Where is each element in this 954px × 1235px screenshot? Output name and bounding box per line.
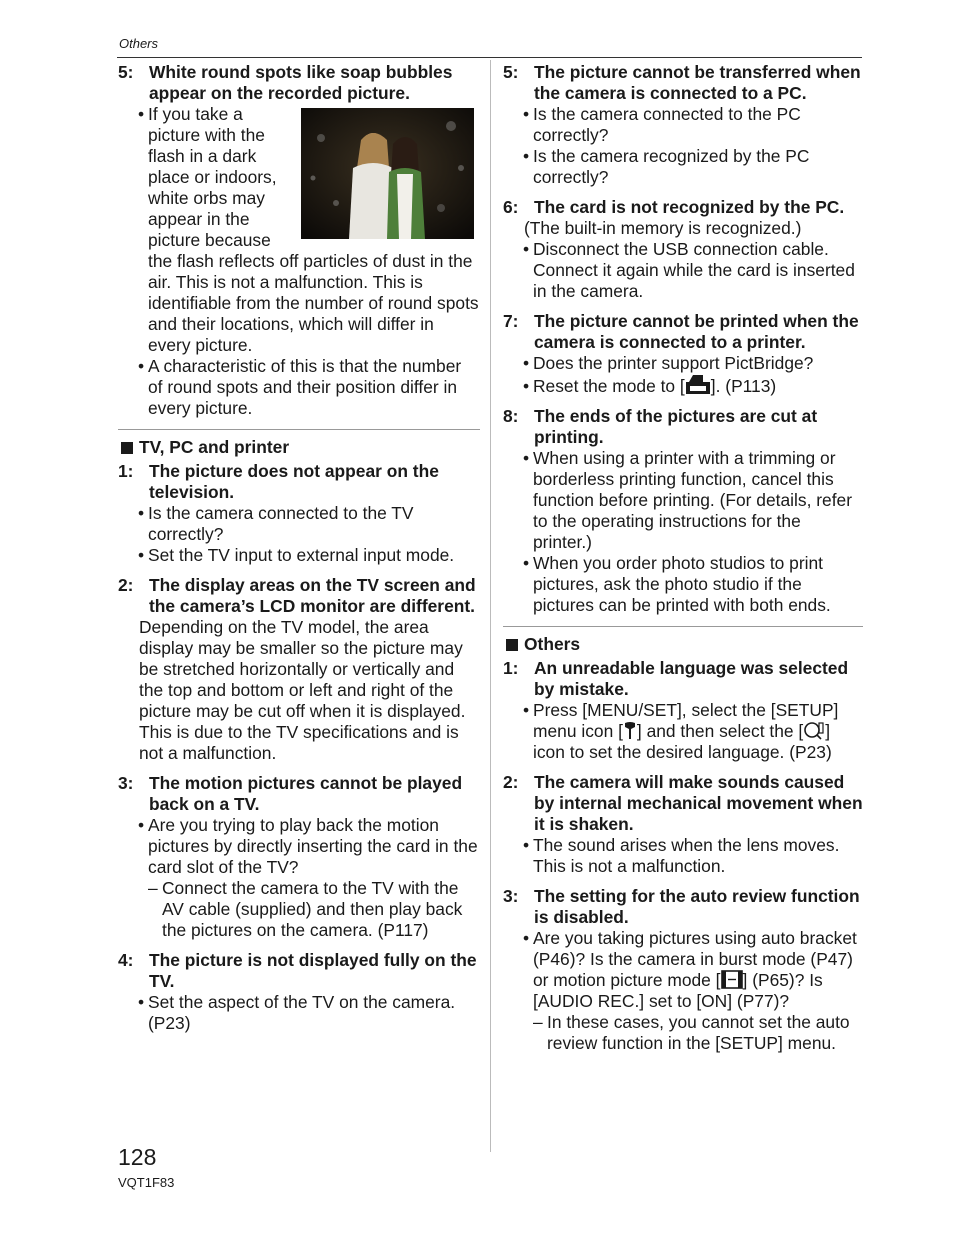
trouble-item-pc-transfer xyxy=(503,62,863,188)
trouble-item-auto-review xyxy=(503,886,863,1054)
bullet: • The sound arises when the lens moves. This is not a malfunction. xyxy=(513,835,863,877)
bullet: • Are you trying to play back the motion pictures by directly inserting the card in the card slot of the TV? xyxy=(128,815,480,878)
trouble-item-sounds xyxy=(503,772,863,877)
bullet-orbs: • If you take a picture with the flash in a dark place or indoors, white orbs may appear in the picture because the flash reflects off particles of dust in the air. This is not a malfunction. This is identifiable from the number of round spots and their locations, which will differ in every picture. xyxy=(128,104,480,356)
text: Are you taking pictures using auto bracket (P46)? Is the camera in burst mode (P47) or motion picture mode [ xyxy=(533,928,857,990)
right-column xyxy=(503,62,863,1063)
bullet: • Set the aspect of the TV on the camera. (P23) xyxy=(128,992,480,1034)
square-bullet-icon xyxy=(506,639,518,651)
text: ]. (P113) xyxy=(710,376,777,396)
trouble-item-soap-bubbles xyxy=(118,62,480,419)
orb-example-photo xyxy=(301,108,474,239)
document-code: VQT1F83 xyxy=(118,1175,175,1190)
header-rule xyxy=(117,57,862,58)
item-number: 3: xyxy=(118,773,134,793)
bullet: • Is the camera connected to the PC correctly? xyxy=(513,104,863,146)
bullet: • When you order photo studios to print pictures, ask the photo studio if the pictures can be printed with both ends. xyxy=(513,553,863,616)
motion-picture-icon xyxy=(721,970,743,989)
trouble-item-printer xyxy=(503,311,863,397)
item-number: 6: xyxy=(503,197,519,217)
section-heading-tv-pc-printer xyxy=(118,437,480,458)
item-number: 4: xyxy=(118,950,134,970)
item-number: 2: xyxy=(503,772,519,792)
language-icon xyxy=(803,721,825,740)
two-women-flash-photo xyxy=(301,108,474,239)
item-number: 2: xyxy=(118,575,134,595)
text: ] (P65)? Is [AUDIO REC.] set to [ON] (P77)? xyxy=(533,970,823,1011)
page-number: 128 xyxy=(118,1144,157,1170)
section-title: Others xyxy=(524,634,581,654)
trouble-item-tv-no-picture xyxy=(118,461,480,566)
trouble-item-display-areas xyxy=(118,575,480,764)
section-heading-others xyxy=(503,634,863,655)
bullet-orbs-characteristic: • A characteristic of this is that the number of round spots and their position differ in every picture. xyxy=(128,356,480,419)
section-rule xyxy=(118,429,480,430)
bullet: • When using a printer with a trimming or borderless printing function, cancel this function before printing. (For details, refer to the operating instructions for the printer.) xyxy=(513,448,863,553)
item-title: The setting for the auto review function is disabled. xyxy=(534,886,860,927)
bullet: • Is the camera recognized by the PC correctly? xyxy=(513,146,863,188)
bullet: • Set the TV input to external input mode. xyxy=(128,545,480,566)
bullet: • Is the camera connected to the TV correctly? xyxy=(128,503,480,545)
trouble-item-language xyxy=(503,658,863,763)
item-number: 7: xyxy=(503,311,519,331)
section-title: TV, PC and printer xyxy=(139,437,290,457)
item-title: The picture cannot be transferred when the camera is connected to a PC. xyxy=(534,62,861,103)
item-title: White round spots like soap bubbles appear on the recorded picture. xyxy=(149,62,453,103)
left-column xyxy=(118,62,480,1043)
item-title: The display areas on the TV screen and the camera’s LCD monitor are different. xyxy=(149,575,476,616)
item-title: The picture cannot be printed when the camera is connected to a printer. xyxy=(534,311,859,352)
item-title: The camera will make sounds caused by internal mechanical movement when it is shaken. xyxy=(534,772,863,834)
bullet: • Disconnect the USB connection cable. Connect it again while the card is inserted in the camera. xyxy=(513,239,863,302)
bullet-language xyxy=(513,700,863,763)
column-divider xyxy=(490,60,491,1152)
trouble-item-card-pc xyxy=(503,197,863,302)
item-number: 5: xyxy=(118,62,134,82)
dash-item: – In these cases, you cannot set the auto review function in the [SETUP] menu. xyxy=(503,1012,863,1054)
item-title: The picture is not displayed fully on the TV. xyxy=(149,950,477,991)
dash-item: – Connect the camera to the TV with the AV cable (supplied) and then play back the pictures on the camera. (P117) xyxy=(118,878,480,941)
item-number: 1: xyxy=(503,658,519,678)
item-title: The card is not recognized by the PC. xyxy=(534,197,845,217)
item-note: (The built-in memory is recognized.) xyxy=(524,218,802,238)
square-bullet-icon xyxy=(121,442,133,454)
text: ] icon to set the desired language. (P23) xyxy=(533,721,832,762)
item-body: Depending on the TV model, the area display may be smaller so the picture may be stretched horizontally or vertically and the top and bottom or left and right of the picture may be cut off when it is displayed. This is due to the TV specifications and is not a malfunction. xyxy=(139,617,466,763)
item-title: An unreadable language was selected by mistake. xyxy=(534,658,849,699)
section-rule xyxy=(503,626,863,627)
text: ] and then select the [ xyxy=(636,721,804,741)
text: Press [MENU/SET], select the [SETUP] menu icon [ xyxy=(533,700,839,741)
section-header: Others xyxy=(119,36,159,51)
print-mode-icon xyxy=(685,374,711,395)
bullet-auto-review xyxy=(513,928,863,1012)
text: Reset the mode to [ xyxy=(533,376,685,396)
item-title: The motion pictures cannot be played back on a TV. xyxy=(149,773,463,814)
item-title: The ends of the pictures are cut at printing. xyxy=(534,406,818,447)
bullet: • Does the printer support PictBridge? xyxy=(513,353,863,374)
wrench-icon xyxy=(623,721,637,740)
item-number: 5: xyxy=(503,62,519,82)
item-number: 8: xyxy=(503,406,519,426)
item-number: 3: xyxy=(503,886,519,906)
trouble-item-print-cut xyxy=(503,406,863,616)
item-number: 1: xyxy=(118,461,134,481)
trouble-item-not-full xyxy=(118,950,480,1034)
item-title: The picture does not appear on the television. xyxy=(149,461,439,502)
bullet-reset-mode xyxy=(513,374,863,397)
trouble-item-motion-tv xyxy=(118,773,480,941)
